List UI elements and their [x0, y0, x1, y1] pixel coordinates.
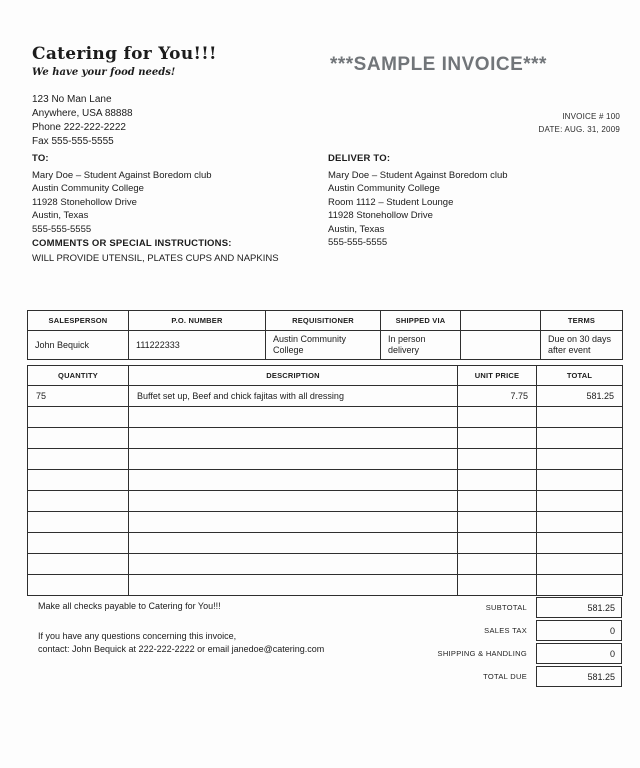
table-cell: [537, 470, 623, 491]
table-cell: [129, 428, 458, 449]
table-cell: [129, 449, 458, 470]
table-cell: [537, 407, 623, 428]
total-value-box: 581.25: [536, 666, 622, 687]
bill-to-line: 11928 Stonehollow Drive: [32, 196, 137, 208]
checks-note: Make all checks payable to Catering for You!!!: [38, 601, 221, 611]
comments-text: WILL PROVIDE UTENSIL, PLATES CUPS AND NAPKINS: [32, 253, 279, 264]
totals-section: [300, 597, 622, 689]
table-cell: [458, 491, 537, 512]
company-block: [32, 44, 217, 149]
items-table-body: [28, 386, 623, 596]
table-cell: [537, 491, 623, 512]
deliver-to-line: 555-555-5555: [328, 237, 388, 248]
column-header: [461, 311, 541, 331]
table-cell: [28, 491, 129, 512]
total-row: [300, 666, 622, 687]
table-cell: [458, 533, 537, 554]
deliver-to-line: Room 1112 – Student Lounge: [328, 196, 454, 208]
table-cell: [28, 449, 129, 470]
total-value-box: 581.25: [536, 597, 622, 618]
total-row: [300, 643, 622, 664]
deliver-to-line: Austin, Texas: [328, 223, 385, 235]
bill-to-label: TO:: [32, 153, 49, 164]
table-cell: Buffet set up, Beef and chick fajitas with all dressing: [129, 386, 458, 407]
table-cell: [461, 331, 541, 360]
column-header: SALESPERSON: [28, 311, 129, 331]
table-cell: [28, 470, 129, 491]
table-cell: [28, 428, 129, 449]
table-cell: [28, 575, 129, 596]
table-cell: [129, 533, 458, 554]
bill-to-lines: [32, 169, 312, 237]
table-row: [28, 366, 623, 386]
table-cell: 7.75: [458, 386, 537, 407]
questions-line2: contact: John Bequick at 222-222-2222 or email janedoe@catering.com: [38, 644, 325, 654]
table-cell: Austin Community College: [266, 331, 381, 360]
company-address-line: Fax 555-555-5555: [32, 136, 114, 147]
table-cell: [129, 575, 458, 596]
table-cell: [129, 512, 458, 533]
invoice-meta: [539, 110, 620, 136]
table-row: [28, 554, 623, 575]
total-label: SUBTOTAL: [485, 603, 527, 612]
items-table: [27, 365, 623, 596]
table-cell: In person delivery: [381, 331, 461, 360]
comments-label: COMMENTS OR SPECIAL INSTRUCTIONS:: [32, 238, 232, 249]
table-cell: [28, 407, 129, 428]
table-cell: [28, 512, 129, 533]
deliver-to-block: [328, 152, 608, 250]
bill-to-line: Mary Doe – Student Against Boredom club: [32, 169, 212, 181]
table-row: [28, 428, 623, 449]
company-tagline: We have your food needs!: [32, 67, 176, 78]
table-cell: [537, 533, 623, 554]
table-cell: [537, 449, 623, 470]
table-row: [28, 512, 623, 533]
items-table-head: [28, 366, 623, 386]
table-cell: 581.25: [537, 386, 623, 407]
table-cell: [28, 533, 129, 554]
comments-block: [32, 238, 432, 264]
table-row: [28, 575, 623, 596]
table-cell: 111222333: [129, 331, 266, 360]
total-row: [300, 620, 622, 641]
sample-invoice-banner: ***SAMPLE INVOICE***: [330, 54, 547, 75]
column-header: TERMS: [541, 311, 623, 331]
company-name: Catering for You!!!: [32, 44, 217, 64]
company-address-line: Anywhere, USA 88888: [32, 108, 133, 119]
table-cell: [537, 575, 623, 596]
column-header: P.O. NUMBER: [129, 311, 266, 331]
order-info-table-head: [28, 311, 623, 331]
table-cell: 75: [28, 386, 129, 407]
column-header: QUANTITY: [28, 366, 129, 386]
total-label: SALES TAX: [484, 626, 527, 635]
table-cell: [537, 512, 623, 533]
questions-line1: If you have any questions concerning this invoice,: [38, 631, 237, 641]
table-cell: [129, 491, 458, 512]
column-header: REQUISITIONER: [266, 311, 381, 331]
bill-to-line: 555-555-5555: [32, 223, 92, 235]
table-row: [28, 311, 623, 331]
company-address-line: Phone 222-222-2222: [32, 122, 126, 133]
table-cell: [458, 512, 537, 533]
order-info-table-body: [28, 331, 623, 360]
table-cell: [537, 428, 623, 449]
deliver-to-line: Mary Doe – Student Against Boredom club: [328, 169, 508, 181]
order-info-table: [27, 310, 623, 360]
deliver-to-line: Austin Community College: [328, 183, 440, 194]
total-value-box: 0: [536, 620, 622, 641]
table-cell: [458, 449, 537, 470]
total-label: TOTAL DUE: [483, 672, 527, 681]
deliver-to-label: DELIVER TO:: [328, 153, 391, 164]
table-cell: [129, 407, 458, 428]
table-row: [28, 331, 623, 360]
table-row: [28, 533, 623, 554]
table-cell: [28, 554, 129, 575]
table-cell: [129, 554, 458, 575]
column-header: UNIT PRICE: [458, 366, 537, 386]
table-row: [28, 407, 623, 428]
invoice-date: DATE: AUG. 31, 2009: [538, 125, 620, 134]
bill-to-block: [32, 152, 312, 236]
company-address-line: 123 No Man Lane: [32, 94, 112, 105]
table-cell: John Bequick: [28, 331, 129, 360]
total-label: SHIPPING & HANDLING: [437, 649, 527, 658]
table-row: [28, 449, 623, 470]
column-header: SHIPPED VIA: [381, 311, 461, 331]
table-cell: [458, 407, 537, 428]
table-row: [28, 470, 623, 491]
company-address: [32, 93, 217, 149]
table-row: [28, 491, 623, 512]
table-cell: [458, 428, 537, 449]
bill-to-line: Austin, Texas: [32, 210, 89, 221]
table-cell: [458, 554, 537, 575]
table-cell: [537, 554, 623, 575]
table-row: [28, 386, 623, 407]
total-value-box: 0: [536, 643, 622, 664]
invoice-number: INVOICE # 100: [562, 112, 620, 121]
table-cell: [129, 470, 458, 491]
bill-to-line: Austin Community College: [32, 183, 144, 194]
table-cell: [458, 470, 537, 491]
column-header: TOTAL: [537, 366, 623, 386]
table-cell: Due on 30 days after event: [541, 331, 623, 360]
deliver-to-line: 11928 Stonehollow Drive: [328, 210, 433, 221]
table-cell: [458, 575, 537, 596]
total-row: [300, 597, 622, 618]
column-header: DESCRIPTION: [129, 366, 458, 386]
